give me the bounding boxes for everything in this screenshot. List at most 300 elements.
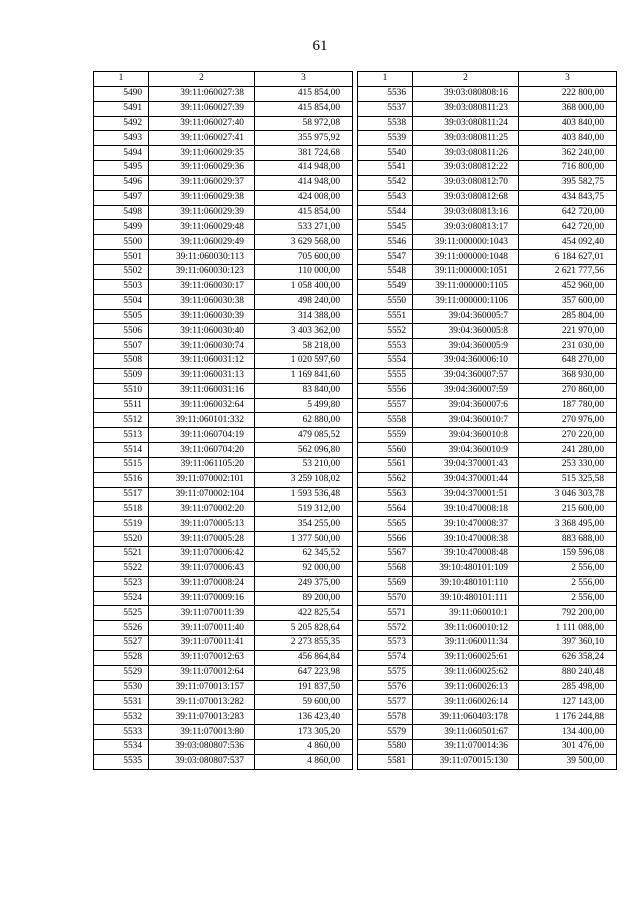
table-row xyxy=(94,398,353,413)
table-row xyxy=(358,457,617,472)
cadastral-number: 39:11:060027:41 xyxy=(149,131,255,146)
table-row xyxy=(358,428,617,443)
cadastral-value: 222 800,00 xyxy=(519,86,617,101)
table-row xyxy=(94,131,353,146)
cadastral-number: 39:11:060030:39 xyxy=(149,309,255,324)
table-row xyxy=(358,472,617,487)
table-row xyxy=(94,339,353,354)
row-number: 5520 xyxy=(94,532,149,547)
table-row xyxy=(94,294,353,309)
cadastral-value: 2 273 855,35 xyxy=(255,636,353,651)
row-number: 5503 xyxy=(94,279,149,294)
table-row xyxy=(358,250,617,265)
row-number: 5580 xyxy=(358,739,413,754)
row-number: 5552 xyxy=(358,324,413,339)
cadastral-number: 39:11:061105:20 xyxy=(149,457,255,472)
cadastral-value: 241 280,00 xyxy=(519,443,617,458)
cadastral-number: 39:11:060029:38 xyxy=(149,190,255,205)
table-row xyxy=(94,86,353,101)
row-number: 5541 xyxy=(358,161,413,176)
row-number: 5528 xyxy=(94,650,149,665)
table-row xyxy=(358,739,617,754)
cadastral-number: 39:03:080807:536 xyxy=(149,739,255,754)
cadastral-number: 39:11:060032:64 xyxy=(149,398,255,413)
cadastral-value: 479 085,52 xyxy=(255,428,353,443)
row-number: 5524 xyxy=(94,591,149,606)
row-number: 5502 xyxy=(94,264,149,279)
row-number: 5523 xyxy=(94,576,149,591)
cadastral-number: 39:11:070005:13 xyxy=(149,517,255,532)
cadastral-number: 39:11:060030:113 xyxy=(149,250,255,265)
table-row xyxy=(358,264,617,279)
cadastral-number: 39:04:360005:7 xyxy=(413,309,519,324)
table-row xyxy=(94,116,353,131)
table-row xyxy=(94,621,353,636)
header-col-2: 2 xyxy=(413,72,519,87)
cadastral-number: 39:04:360007:57 xyxy=(413,368,519,383)
row-number: 5548 xyxy=(358,264,413,279)
row-number: 5496 xyxy=(94,175,149,190)
table-row xyxy=(358,101,617,116)
table-row xyxy=(94,324,353,339)
cadastral-value: 498 240,00 xyxy=(255,294,353,309)
cadastral-number: 39:11:070006:43 xyxy=(149,561,255,576)
cadastral-value: 368 930,00 xyxy=(519,368,617,383)
left-table xyxy=(93,71,353,770)
row-number: 5534 xyxy=(94,739,149,754)
table-row xyxy=(94,502,353,517)
row-number: 5577 xyxy=(358,695,413,710)
cadastral-value: 5 499,80 xyxy=(255,398,353,413)
table-row xyxy=(94,250,353,265)
row-number: 5530 xyxy=(94,680,149,695)
row-number: 5495 xyxy=(94,161,149,176)
table-row xyxy=(358,443,617,458)
cadastral-value: 395 582,75 xyxy=(519,175,617,190)
row-number: 5542 xyxy=(358,175,413,190)
header-col-1: 1 xyxy=(94,72,149,87)
row-number: 5518 xyxy=(94,502,149,517)
row-number: 5544 xyxy=(358,205,413,220)
cadastral-value: 1 020 597,60 xyxy=(255,354,353,369)
cadastral-number: 39:11:070011:39 xyxy=(149,606,255,621)
cadastral-value: 2 556,00 xyxy=(519,561,617,576)
row-number: 5572 xyxy=(358,621,413,636)
row-number: 5507 xyxy=(94,339,149,354)
row-number: 5549 xyxy=(358,279,413,294)
cadastral-value: 59 600,00 xyxy=(255,695,353,710)
row-number: 5562 xyxy=(358,472,413,487)
cadastral-number: 39:03:080813:16 xyxy=(413,205,519,220)
cadastral-number: 39:11:070006:42 xyxy=(149,547,255,562)
row-number: 5536 xyxy=(358,86,413,101)
cadastral-number: 39:04:360010:7 xyxy=(413,413,519,428)
cadastral-number: 39:11:070008:24 xyxy=(149,576,255,591)
cadastral-value: 270 220,00 xyxy=(519,428,617,443)
row-number: 5517 xyxy=(94,487,149,502)
cadastral-number: 39:11:060010:1 xyxy=(413,606,519,621)
cadastral-value: 415 854,00 xyxy=(255,86,353,101)
cadastral-number: 39:03:080812:70 xyxy=(413,175,519,190)
cadastral-number: 39:11:070013:80 xyxy=(149,725,255,740)
table-row xyxy=(358,294,617,309)
row-number: 5492 xyxy=(94,116,149,131)
table-row xyxy=(94,368,353,383)
cadastral-number: 39:03:080812:68 xyxy=(413,190,519,205)
table-row xyxy=(358,754,617,769)
table-row xyxy=(94,591,353,606)
row-number: 5511 xyxy=(94,398,149,413)
row-number: 5522 xyxy=(94,561,149,576)
table-row xyxy=(94,665,353,680)
cadastral-value: 519 312,00 xyxy=(255,502,353,517)
table-row xyxy=(94,309,353,324)
table-row xyxy=(358,561,617,576)
cadastral-number: 39:11:070002:20 xyxy=(149,502,255,517)
cadastral-number: 39:11:060403:178 xyxy=(413,710,519,725)
cadastral-value: 397 360,10 xyxy=(519,636,617,651)
table-row xyxy=(358,235,617,250)
cadastral-number: 39:11:060027:40 xyxy=(149,116,255,131)
cadastral-number: 39:10:470008:37 xyxy=(413,517,519,532)
cadastral-number: 39:11:060029:39 xyxy=(149,205,255,220)
table-row xyxy=(94,101,353,116)
cadastral-value: 1 111 088,00 xyxy=(519,621,617,636)
row-number: 5565 xyxy=(358,517,413,532)
row-number: 5574 xyxy=(358,650,413,665)
table-row xyxy=(94,739,353,754)
row-number: 5526 xyxy=(94,621,149,636)
cadastral-number: 39:11:070015:130 xyxy=(413,754,519,769)
table-row xyxy=(358,591,617,606)
cadastral-value: 883 688,00 xyxy=(519,532,617,547)
table-row xyxy=(94,725,353,740)
row-number: 5538 xyxy=(358,116,413,131)
cadastral-number: 39:11:060011:34 xyxy=(413,636,519,651)
cadastral-value: 127 143,00 xyxy=(519,695,617,710)
row-number: 5557 xyxy=(358,398,413,413)
table-row xyxy=(358,547,617,562)
cadastral-value: 4 860,00 xyxy=(255,754,353,769)
cadastral-value: 89 200,00 xyxy=(255,591,353,606)
cadastral-number: 39:03:080811:26 xyxy=(413,146,519,161)
table-row xyxy=(94,680,353,695)
cadastral-value: 285 804,00 xyxy=(519,309,617,324)
cadastral-number: 39:11:070002:101 xyxy=(149,472,255,487)
table-row xyxy=(94,754,353,769)
row-number: 5504 xyxy=(94,294,149,309)
cadastral-number: 39:11:070012:64 xyxy=(149,665,255,680)
cadastral-value: 3 403 362,00 xyxy=(255,324,353,339)
row-number: 5571 xyxy=(358,606,413,621)
cadastral-value: 1 176 244,88 xyxy=(519,710,617,725)
row-number: 5500 xyxy=(94,235,149,250)
cadastral-number: 39:04:360010:9 xyxy=(413,443,519,458)
cadastral-number: 39:11:070013:157 xyxy=(149,680,255,695)
cadastral-value: 357 600,00 xyxy=(519,294,617,309)
table-row xyxy=(358,532,617,547)
row-number: 5556 xyxy=(358,383,413,398)
table-row xyxy=(94,413,353,428)
table-row xyxy=(358,324,617,339)
cadastral-value: 642 720,00 xyxy=(519,205,617,220)
cadastral-number: 39:11:000000:1048 xyxy=(413,250,519,265)
row-number: 5498 xyxy=(94,205,149,220)
cadastral-number: 39:11:070014:36 xyxy=(413,739,519,754)
cadastral-value: 3 629 568,00 xyxy=(255,235,353,250)
cadastral-value: 191 837,50 xyxy=(255,680,353,695)
cadastral-number: 39:03:080807:537 xyxy=(149,754,255,769)
cadastral-value: 2 556,00 xyxy=(519,576,617,591)
cadastral-number: 39:04:360007:59 xyxy=(413,383,519,398)
row-number: 5521 xyxy=(94,547,149,562)
row-number: 5532 xyxy=(94,710,149,725)
cadastral-number: 39:11:060031:12 xyxy=(149,354,255,369)
cadastral-number: 39:11:060501:67 xyxy=(413,725,519,740)
cadastral-value: 83 840,00 xyxy=(255,383,353,398)
cadastral-number: 39:11:070011:40 xyxy=(149,621,255,636)
cadastral-number: 39:11:070011:41 xyxy=(149,636,255,651)
cadastral-number: 39:10:470008:38 xyxy=(413,532,519,547)
table-row xyxy=(358,398,617,413)
cadastral-value: 515 325,58 xyxy=(519,472,617,487)
cadastral-number: 39:11:060031:16 xyxy=(149,383,255,398)
row-number: 5578 xyxy=(358,710,413,725)
cadastral-number: 39:11:060026:14 xyxy=(413,695,519,710)
cadastral-number: 39:10:480101:110 xyxy=(413,576,519,591)
page-number: 61 xyxy=(312,38,328,54)
cadastral-number: 39:11:060030:40 xyxy=(149,324,255,339)
row-number: 5509 xyxy=(94,368,149,383)
cadastral-value: 5 205 828,64 xyxy=(255,621,353,636)
cadastral-number: 39:11:060029:35 xyxy=(149,146,255,161)
row-number: 5506 xyxy=(94,324,149,339)
cadastral-number: 39:04:360005:8 xyxy=(413,324,519,339)
table-row xyxy=(94,472,353,487)
cadastral-number: 39:04:370001:51 xyxy=(413,487,519,502)
cadastral-value: 39 500,00 xyxy=(519,754,617,769)
row-number: 5516 xyxy=(94,472,149,487)
cadastral-value: 3 046 303,78 xyxy=(519,487,617,502)
left-table-body xyxy=(94,72,353,770)
cadastral-value: 1 169 841,60 xyxy=(255,368,353,383)
row-number: 5570 xyxy=(358,591,413,606)
table-row xyxy=(358,517,617,532)
cadastral-number: 39:11:060027:38 xyxy=(149,86,255,101)
table-row xyxy=(358,220,617,235)
header-col-3: 3 xyxy=(519,72,617,87)
cadastral-number: 39:10:470008:48 xyxy=(413,547,519,562)
table-row xyxy=(358,413,617,428)
row-number: 5505 xyxy=(94,309,149,324)
table-row xyxy=(358,368,617,383)
cadastral-value: 434 843,75 xyxy=(519,190,617,205)
table-row xyxy=(94,279,353,294)
cadastral-number: 39:11:060029:36 xyxy=(149,161,255,176)
cadastral-number: 39:11:000000:1043 xyxy=(413,235,519,250)
right-table-body xyxy=(358,72,617,770)
table-row xyxy=(358,695,617,710)
table-row xyxy=(358,175,617,190)
cadastral-value: 647 223,98 xyxy=(255,665,353,680)
table-row xyxy=(358,339,617,354)
cadastral-value: 403 840,00 xyxy=(519,116,617,131)
table-row xyxy=(94,710,353,725)
row-number: 5501 xyxy=(94,250,149,265)
cadastral-value: 215 600,00 xyxy=(519,502,617,517)
cadastral-number: 39:11:000000:1051 xyxy=(413,264,519,279)
row-number: 5499 xyxy=(94,220,149,235)
cadastral-value: 58 218,00 xyxy=(255,339,353,354)
table-row xyxy=(358,636,617,651)
cadastral-value: 270 976,00 xyxy=(519,413,617,428)
cadastral-value: 452 960,00 xyxy=(519,279,617,294)
cadastral-number: 39:04:370001:44 xyxy=(413,472,519,487)
cadastral-value: 221 970,00 xyxy=(519,324,617,339)
cadastral-value: 403 840,00 xyxy=(519,131,617,146)
row-number: 5510 xyxy=(94,383,149,398)
row-number: 5579 xyxy=(358,725,413,740)
cadastral-number: 39:03:080811:24 xyxy=(413,116,519,131)
cadastral-value: 533 271,00 xyxy=(255,220,353,235)
row-number: 5533 xyxy=(94,725,149,740)
cadastral-value: 136 423,40 xyxy=(255,710,353,725)
cadastral-value: 368 000,00 xyxy=(519,101,617,116)
cadastral-number: 39:11:060029:48 xyxy=(149,220,255,235)
row-number: 5512 xyxy=(94,413,149,428)
cadastral-value: 58 972,08 xyxy=(255,116,353,131)
row-number: 5491 xyxy=(94,101,149,116)
header-col-2: 2 xyxy=(149,72,255,87)
row-number: 5555 xyxy=(358,368,413,383)
row-number: 5535 xyxy=(94,754,149,769)
cadastral-value: 62 880,00 xyxy=(255,413,353,428)
cadastral-value: 454 092,40 xyxy=(519,235,617,250)
cadastral-value: 62 345,52 xyxy=(255,547,353,562)
cadastral-number: 39:11:060027:39 xyxy=(149,101,255,116)
cadastral-number: 39:10:480101:111 xyxy=(413,591,519,606)
cadastral-number: 39:03:080808:16 xyxy=(413,86,519,101)
row-number: 5547 xyxy=(358,250,413,265)
cadastral-number: 39:04:370001:43 xyxy=(413,457,519,472)
header-col-1: 1 xyxy=(358,72,413,87)
cadastral-number: 39:11:060704:19 xyxy=(149,428,255,443)
cadastral-value: 1 377 500,00 xyxy=(255,532,353,547)
cadastral-value: 3 368 495,00 xyxy=(519,517,617,532)
row-number: 5514 xyxy=(94,443,149,458)
row-number: 5546 xyxy=(358,235,413,250)
table-row xyxy=(94,532,353,547)
cadastral-number: 39:11:070009:16 xyxy=(149,591,255,606)
cadastral-number: 39:11:060025:61 xyxy=(413,650,519,665)
cadastral-value: 187 780,00 xyxy=(519,398,617,413)
row-number: 5550 xyxy=(358,294,413,309)
row-number: 5575 xyxy=(358,665,413,680)
table-row xyxy=(358,279,617,294)
row-number: 5567 xyxy=(358,547,413,562)
cadastral-number: 39:11:060029:37 xyxy=(149,175,255,190)
table-header-row xyxy=(94,72,353,87)
cadastral-value: 648 270,00 xyxy=(519,354,617,369)
cadastral-value: 53 210,00 xyxy=(255,457,353,472)
row-number: 5553 xyxy=(358,339,413,354)
row-number: 5564 xyxy=(358,502,413,517)
row-number: 5539 xyxy=(358,131,413,146)
table-row xyxy=(358,680,617,695)
table-row xyxy=(358,650,617,665)
table-header-row xyxy=(358,72,617,87)
table-row xyxy=(94,561,353,576)
table-row xyxy=(94,547,353,562)
cadastral-value: 705 600,00 xyxy=(255,250,353,265)
cadastral-number: 39:11:070013:282 xyxy=(149,695,255,710)
row-number: 5537 xyxy=(358,101,413,116)
cadastral-number: 39:11:070012:63 xyxy=(149,650,255,665)
table-row xyxy=(358,710,617,725)
cadastral-value: 249 375,00 xyxy=(255,576,353,591)
table-row xyxy=(94,161,353,176)
cadastral-value: 2 621 777,56 xyxy=(519,264,617,279)
cadastral-value: 415 854,00 xyxy=(255,101,353,116)
table-row xyxy=(358,576,617,591)
right-table xyxy=(357,71,617,770)
cadastral-value: 92 000,00 xyxy=(255,561,353,576)
table-row xyxy=(94,220,353,235)
cadastral-value: 285 498,00 xyxy=(519,680,617,695)
cadastral-number: 39:11:060101:332 xyxy=(149,413,255,428)
cadastral-value: 4 860,00 xyxy=(255,739,353,754)
cadastral-number: 39:11:060030:17 xyxy=(149,279,255,294)
cadastral-number: 39:11:070002:104 xyxy=(149,487,255,502)
cadastral-value: 355 975,92 xyxy=(255,131,353,146)
cadastral-value: 253 330,00 xyxy=(519,457,617,472)
cadastral-value: 270 860,00 xyxy=(519,383,617,398)
cadastral-value: 6 184 627,01 xyxy=(519,250,617,265)
table-row xyxy=(94,264,353,279)
cadastral-number: 39:11:000000:1105 xyxy=(413,279,519,294)
table-row xyxy=(358,116,617,131)
row-number: 5560 xyxy=(358,443,413,458)
table-row xyxy=(358,146,617,161)
row-number: 5519 xyxy=(94,517,149,532)
row-number: 5531 xyxy=(94,695,149,710)
cadastral-value: 642 720,00 xyxy=(519,220,617,235)
table-row xyxy=(358,502,617,517)
row-number: 5525 xyxy=(94,606,149,621)
cadastral-number: 39:11:060030:74 xyxy=(149,339,255,354)
cadastral-value: 381 724,68 xyxy=(255,146,353,161)
cadastral-number: 39:04:360005:9 xyxy=(413,339,519,354)
row-number: 5568 xyxy=(358,561,413,576)
cadastral-value: 134 400,00 xyxy=(519,725,617,740)
table-row xyxy=(94,517,353,532)
row-number: 5561 xyxy=(358,457,413,472)
cadastral-number: 39:11:070013:283 xyxy=(149,710,255,725)
table-row xyxy=(94,443,353,458)
table-row xyxy=(358,487,617,502)
cadastral-value: 456 864,84 xyxy=(255,650,353,665)
table-row xyxy=(358,665,617,680)
cadastral-number: 39:04:360010:8 xyxy=(413,428,519,443)
cadastral-value: 231 030,00 xyxy=(519,339,617,354)
cadastral-number: 39:11:060025:62 xyxy=(413,665,519,680)
table-row xyxy=(358,309,617,324)
cadastral-number: 39:10:480101:109 xyxy=(413,561,519,576)
table-row xyxy=(94,190,353,205)
cadastral-number: 39:11:060010:12 xyxy=(413,621,519,636)
cadastral-value: 314 388,00 xyxy=(255,309,353,324)
cadastral-value: 414 948,00 xyxy=(255,161,353,176)
